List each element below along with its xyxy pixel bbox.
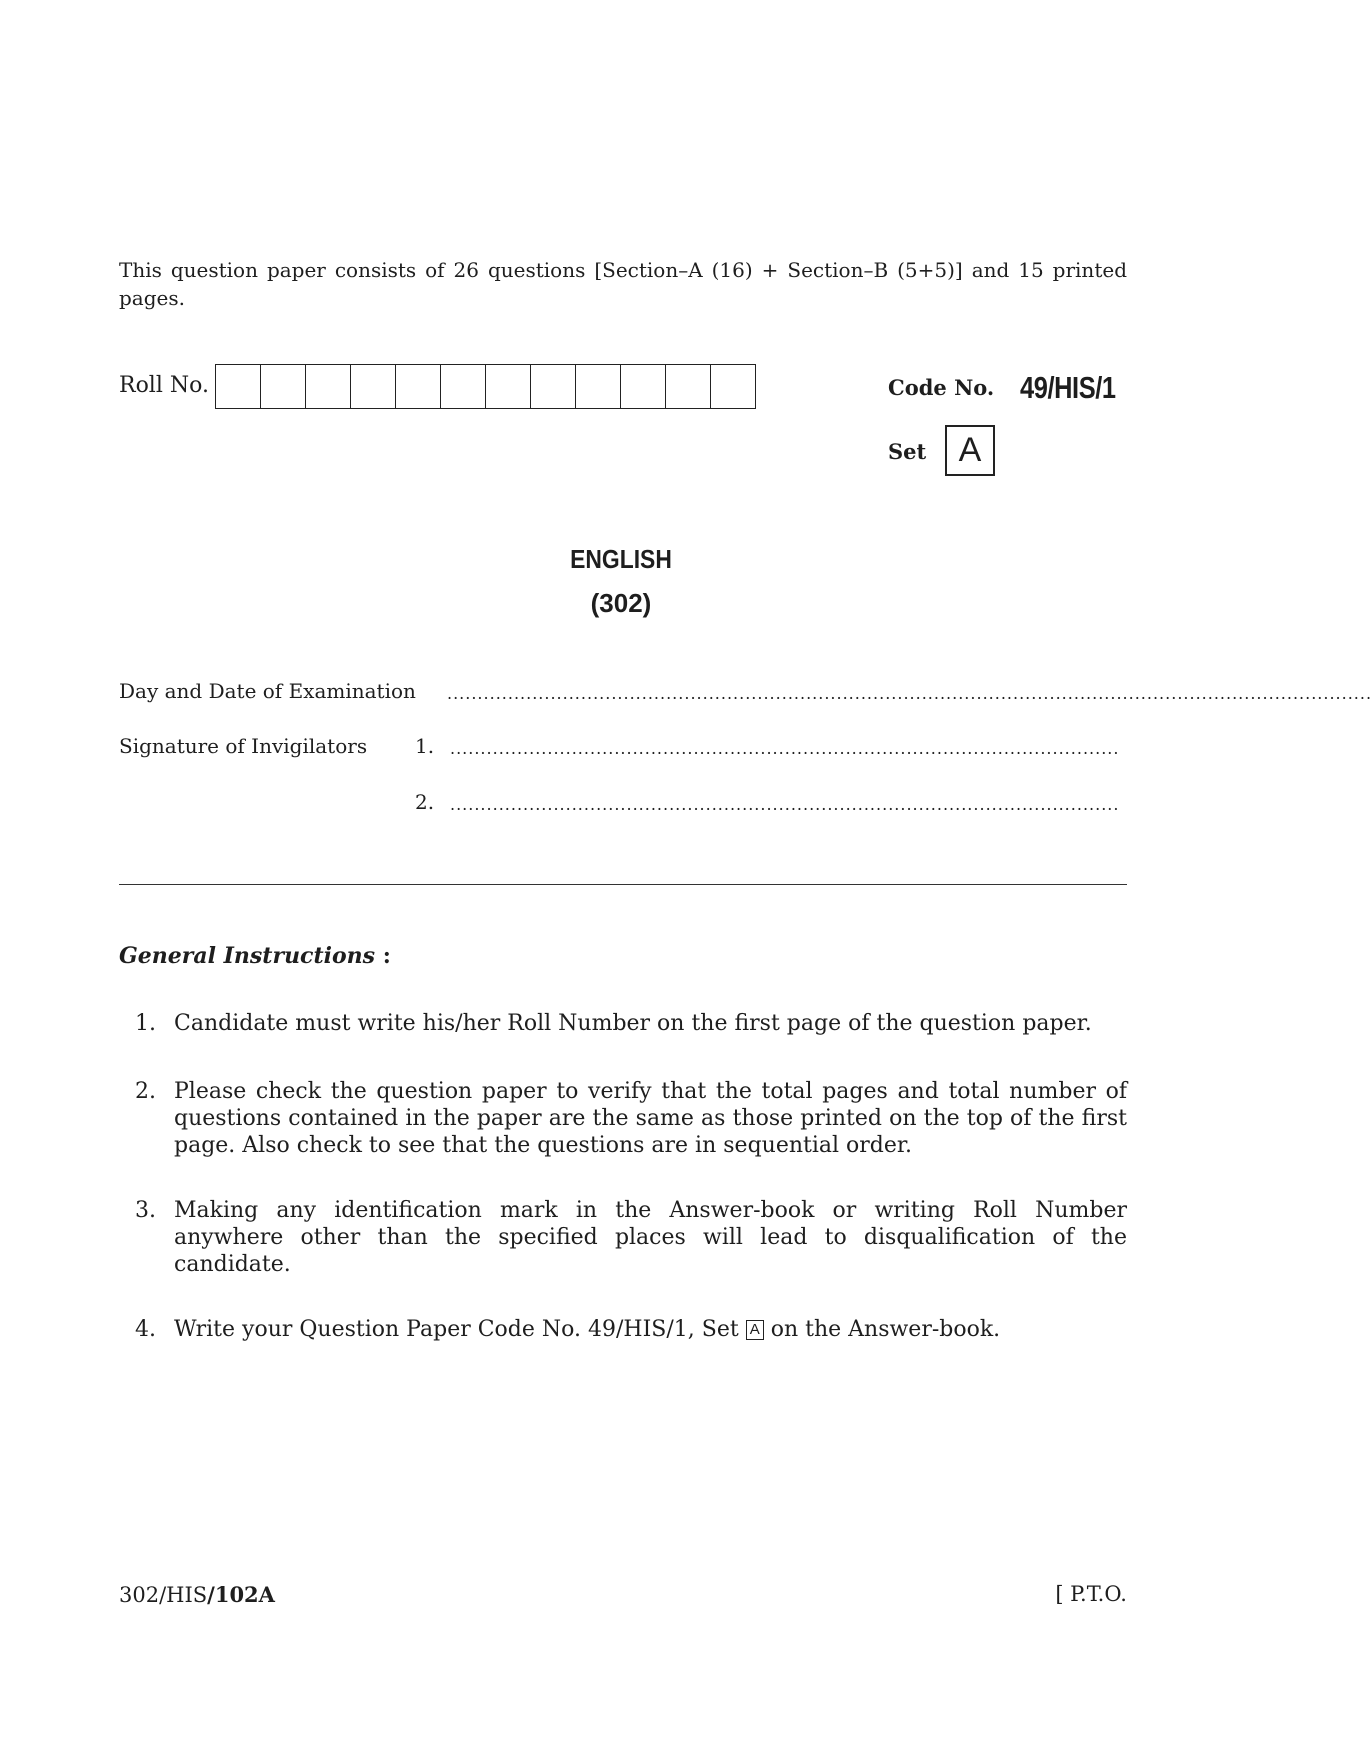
instruction-text [174,1316,1127,1343]
roll-number-box[interactable] [621,365,666,408]
paper-summary: This question paper consists of 26 questions [Section–A (16) + Section–B (5+5)] and 15 printed pages. [119,258,1127,310]
instruction-text: Candidate must write his/her Roll Number on the first page of the question paper. [174,1011,1092,1036]
instruction-item [119,1078,1127,1159]
instruction-item [119,1197,1127,1278]
code-number-value: 49/HIS/1 [1020,370,1116,405]
footer-code-bold: /102A [207,1582,275,1607]
roll-number-box[interactable] [261,365,306,408]
code-number-label: Code No. [888,375,995,400]
invigilator-2-dotted-line: .............................................................................................................. [450,795,1120,814]
footer-code-prefix: 302/HIS [119,1583,208,1607]
section-divider [119,884,1127,885]
instruction-number: 3. [135,1198,156,1223]
roll-number-box[interactable] [666,365,711,408]
instruction-number: 2. [135,1079,156,1104]
roll-number-box[interactable] [306,365,351,408]
roll-number-box[interactable] [216,365,261,408]
instruction-number: 1. [135,1011,156,1036]
roll-number-box[interactable] [576,365,621,408]
instruction-text: Please check the question paper to verify that the total pages and total number of questions contained in the paper are the same as those printed on the top of the first page. Also check to see that the questions are in sequential order. [174,1079,1127,1158]
invigilators-label: Signature of Invigilators [119,734,368,758]
footer-pto: [ P.T.O. [1055,1582,1127,1606]
set-value-box: A [945,425,995,476]
instruction-item [119,1010,1127,1037]
roll-number-box[interactable] [396,365,441,408]
subject-title: ENGLISH [570,544,672,574]
invigilator-1-dotted-line: .............................................................................................................. [450,739,1120,758]
roll-number-box[interactable] [486,365,531,408]
roll-number-box[interactable] [351,365,396,408]
roll-number-box[interactable] [711,365,755,408]
set-label: Set [888,439,927,464]
general-instructions-colon: : [382,943,391,969]
instruction-number: 4. [135,1317,156,1342]
exam-date-dotted-line: ........................................................................................................................................................ [447,684,1372,703]
instruction-text: Making any identification mark in the Answer-book or writing Roll Number anywhere other than the specified places will lead to disqualification of the candidate. [174,1198,1127,1277]
footer-paper-code [119,1582,275,1607]
invigilator-2-number: 2. [415,790,435,814]
subject-code: (302) [590,588,652,618]
roll-number-label: Roll No. [119,373,209,398]
instruction-item [119,1316,1127,1343]
instruction-text-before: Write your Question Paper Code No. 49/HIS/1, Set [174,1317,739,1342]
general-instructions-title: General Instructions [119,943,376,969]
instruction-text-after: on the Answer-book. [770,1317,1001,1342]
roll-number-box[interactable] [531,365,576,408]
invigilator-1-number: 1. [415,734,435,758]
general-instructions-heading [119,943,391,969]
roll-number-boxes [215,364,756,409]
roll-number-box[interactable] [441,365,486,408]
set-inline-box: A [746,1320,764,1340]
exam-date-label: Day and Date of Examination [119,679,416,703]
